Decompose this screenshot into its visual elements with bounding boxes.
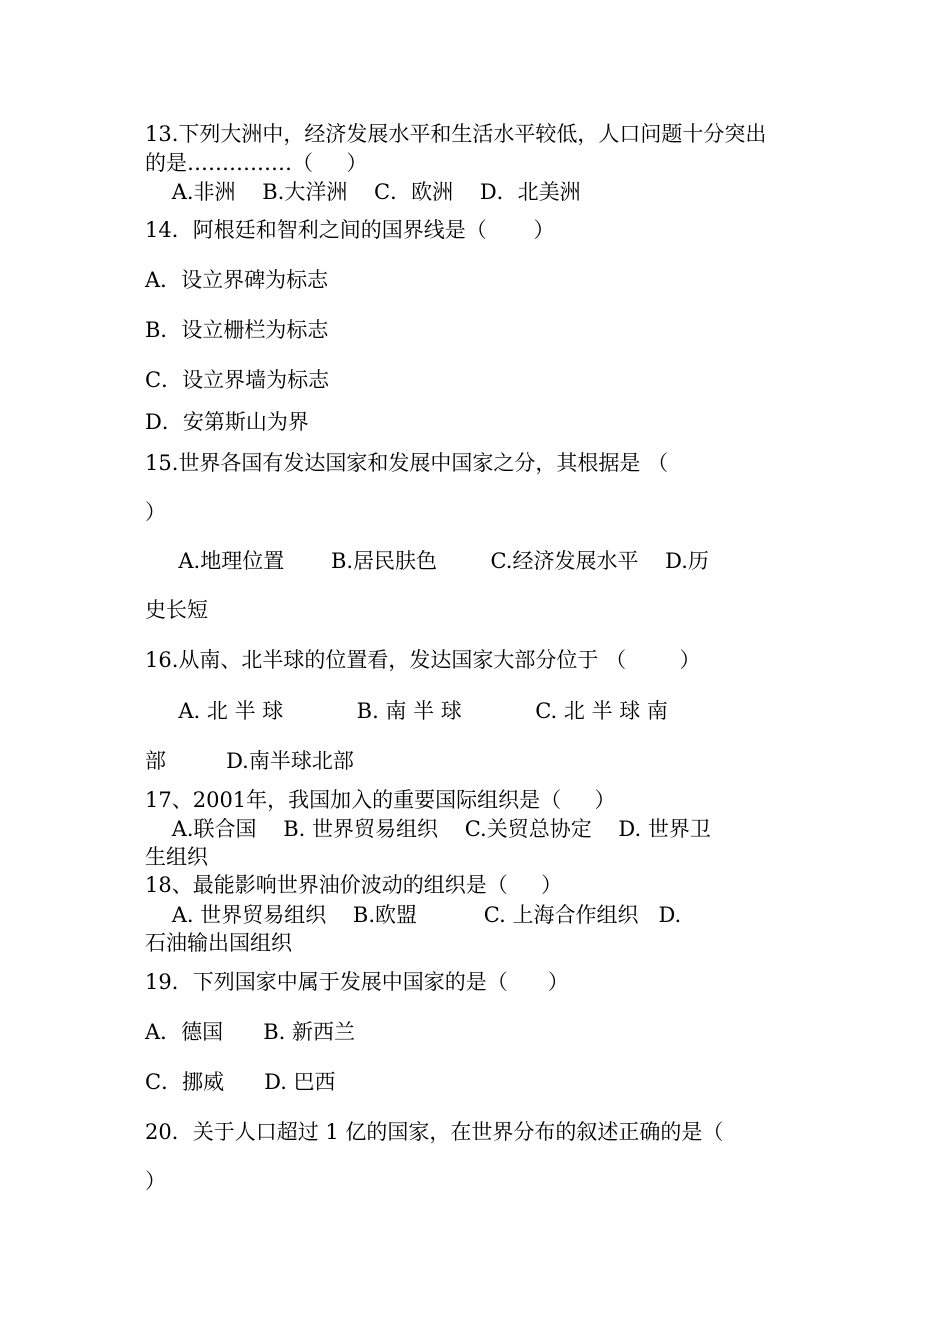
q19-options-line2: C．挪威 D. 巴西: [145, 1070, 336, 1094]
q17-stem: 17、2001年，我国加入的重要国际组织是（ ）: [145, 788, 616, 812]
q17-options-line2: 生组织: [145, 845, 208, 869]
q14-option-a: A．设立界碑为标志: [145, 268, 329, 292]
q18-options: A. 世界贸易组织 B.欧盟 C. 上海合作组织 D.: [145, 903, 682, 927]
q16-options: A. 北 半 球 B. 南 半 球 C. 北 半 球 南: [145, 699, 668, 723]
q14-option-c: C．设立界墙为标志: [145, 368, 330, 392]
q13-stem-line2: 的是……………（ ）: [145, 151, 368, 175]
q14-option-b: B．设立栅栏为标志: [145, 318, 329, 342]
q18-stem: 18、最能影响世界油价波动的组织是（ ）: [145, 873, 563, 897]
q13-stem-line1: 13.下列大洲中，经济发展水平和生活水平较低，人口问题十分突出: [145, 122, 767, 146]
q13-options: A.非洲 B.大洋洲 C．欧洲 D．北美洲: [145, 180, 581, 204]
q19-options-line1: A．德国 B. 新西兰: [145, 1020, 355, 1044]
q14-stem: 14．阿根廷和智利之间的国界线是（ ）: [145, 218, 555, 242]
q19-stem: 19．下列国家中属于发展中国家的是（ ）: [145, 970, 569, 994]
q18-options-line2: 石油输出国组织: [145, 931, 292, 955]
q16-options-line2: 部 D.南半球北部: [145, 749, 354, 773]
q14-option-d: D．安第斯山为界: [145, 410, 309, 434]
q15-stem-line2: ）: [145, 500, 166, 524]
q20-stem-line1: 20．关于人口超过 1 亿的国家，在世界分布的叙述正确的是（: [145, 1120, 724, 1144]
q15-options-line2: 史长短: [145, 598, 208, 622]
q16-stem: 16.从南、北半球的位置看，发达国家大部分位于 （ ）: [145, 648, 701, 672]
q15-options: A.地理位置 B.居民肤色 C.经济发展水平 D.历: [145, 549, 709, 573]
q20-stem-line2: ）: [145, 1169, 166, 1193]
q17-options: A.联合国 B. 世界贸易组织 C.关贸总协定 D. 世界卫: [145, 817, 711, 841]
q15-stem-line1: 15.世界各国有发达国家和发展中国家之分，其根据是 （: [145, 451, 669, 475]
